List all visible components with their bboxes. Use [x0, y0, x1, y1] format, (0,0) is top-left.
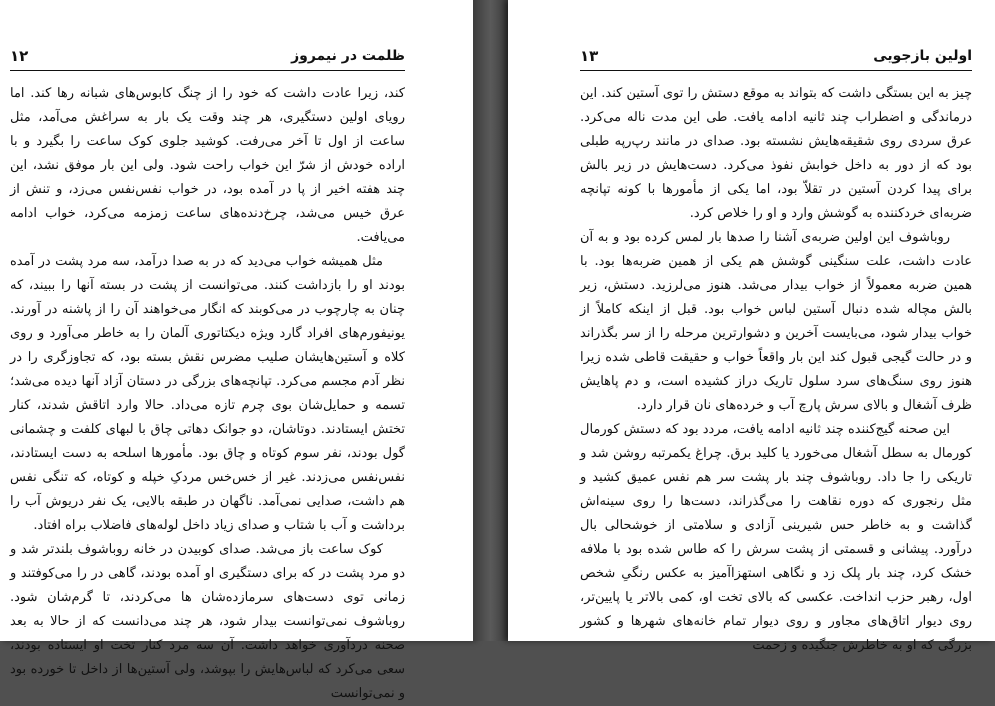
left-page-running-title: ظلمت در نیمروز — [291, 48, 405, 64]
right-page — [508, 0, 995, 653]
left-page-number: ۱۲ — [10, 47, 29, 65]
right-paragraph: روباشوف این اولین ضربه‌ی آشنا را صدها بار لمس کرده بود و به آن عادت داشت، علت سنگینی گوشش هم یکی از همین ضربه‌ها بود. با همین ضربه معمولاً از خواب بیدار می‌شد. هنوز می‌لرزید. دستش، زیر بالش مچاله شده دنبال آستین لباس خواب بود. قبل از اینکه کاملاً از خواب بیدار شود، می‌بایست آخرین و دشوارترین مرحله را از سر بگذراند و در حالت گیجی قبول کند این بار واقعاً خواب و حقیقت قاطی شده زیرا هنوز روی سنگ‌های سرد سلول تاریک دراز کشیده است، و دم پاهایش ظرف آشغال و بالای سرش پارچ آب و خرده‌های نان قرار دارد. — [580, 230, 972, 413]
right-page-body — [580, 82, 972, 658]
left-page — [0, 0, 473, 701]
left-page-body — [10, 82, 405, 706]
right-page-header — [580, 44, 972, 71]
left-paragraph: کند، زیرا عادت داشت که خود را از چنگ کابوس‌های شبانه رها کند. اما رویای اولین دستگیری، هر چند وقت یک بار به سراغش می‌آمد، مثل ساعت از اول تا آخر می‌رفت. کوشید جلوی کوک ساعت را بگیرد و با اراده خودش از شرّ این خواب راحت شود. ولی این بار موفق نشد، این چند هفته اخیر از پا در آمده بود، در خواب نفس‌نفس می‌زد، و تنش از عرق خیس می‌شد، چرخ‌دنده‌های ساعت زمزمه می‌کرد، خواب ادامه می‌یافت. — [10, 86, 405, 245]
right-page-number: ۱۳ — [580, 47, 599, 65]
left-paragraph: مثل همیشه خواب می‌دید که در به صدا درآمد، سه مرد پشت در آمده بودند او را بازداشت کنند. می‌توانست از پشت در بسته آنها را ببیند، که چنان به چارچوب در می‌کوبند که انگار می‌خواهند آن را از پاشنه در آورند. یونیفورم‌های افراد گارد ویژه دیکتاتوری آلمان را به خاطر می‌آورد و روی کلاه و آستین‌هایشان صلیب مضرس نقش بسته بود، که تجاوزگری را در نظر آدم مجسم می‌کرد. تپانچه‌های بزرگی در دستان آزاد آنها دیده می‌شد؛ تسمه و حمایل‌شان بوی چرم تازه می‌داد. حالا وارد اتاقش شدند، کنار تختش ایستادند. دوتاشان، دو جوانک دهاتی چاق با لبهای کلفت و چشمانی گول بودند، نفر سوم کوتاه و چاق بود. مأمورها اسلحه به دست ایستادند، نفس‌نفس می‌زدند. غیر از خس‌خس مردکِ خپله و کوتاه، که تنگی نفس هم داشت، صدایی نمی‌آمد. ناگهان در طبقه بالایی، یک نفر دریوش آب را برداشت و آب با شتاب و صدای زیاد داخل لوله‌های فاضلاب براه افتاد. — [10, 254, 405, 533]
right-page-running-title: اولین بازجویی — [873, 48, 972, 64]
right-paragraph: این صحنه گیج‌کننده چند ثانیه ادامه یافت، مردد بود که دستش کورمال کورمال به سطل آشغال می‌خورد یا کلید برق. چراغ یکمرتبه روشن شد و تاریکی را جا داد. روباشوف چند بار پشت سر هم نفس عمیق کشید و مثل رنجوری که دوره نقاهت را می‌گذراند، دست‌ها را روی سینه‌اش گذاشت و به خاطر حس شیرینی آزادی و سلامتی از خوشحالی بال درآورد. پیشانی و قسمتی از پشت سرش را که طاس شده بود با ملافه خشک کرد، چند بار پلک زد و نگاهی استهزاآمیز به عکس رنگیِ شخص اول، رهبر حزب انداخت. عکسی که بالای تخت او، کمی بالاتر یا پایین‌تر، روی دیوار اتاق‌های مجاور و روی دیوار تمام خانه‌های شهرها و کشور بزرگی که او به خاطرش جنگیده و زحمت — [580, 422, 972, 653]
left-page-header — [10, 44, 405, 71]
left-paragraph: کوک ساعت باز می‌شد. صدای کوبیدن در خانه روباشوف بلندتر شد و دو مرد پشت در که برای دستگیری او آمده بودند، گاهی در را می‌کوفتند و زمانی توی دست‌های سرمازده‌شان ها می‌کردند، تا گرم‌شان شود. روباشوف نمی‌توانست بیدار شود، هر چند می‌دانست که از حالا به بعد صحنه دردآوری خواهد داشت. آن سه مرد کنار تخت او ایستاده بودند، سعی می‌کرد که لباس‌هایش را بپوشد، ولی آستین‌ها از داخل تا خورده بود و نمی‌توانست — [10, 542, 405, 701]
right-paragraph: چیز به این بستگی داشت که بتواند به موقع دستش را توی آستین کند. این درماندگی و اضطراب چند ثانیه ادامه یافت. طی این مدت ناله می‌کرد. عرق سردی روی شقیقه‌هایش نشسته بود. صدای در مانند رپ‌رپه طبلی بود که از دور به داخل خوابش نفوذ می‌کرد. دست‌هایش در زیر بالش برای پیدا کردن آستین در تقلاّ بود، اما یکی از مأمورها با کونه تپانچه ضربه‌ای خردکننده به گوشش وارد و او را خلاص کرد. — [580, 86, 972, 221]
page-gutter — [473, 0, 508, 641]
